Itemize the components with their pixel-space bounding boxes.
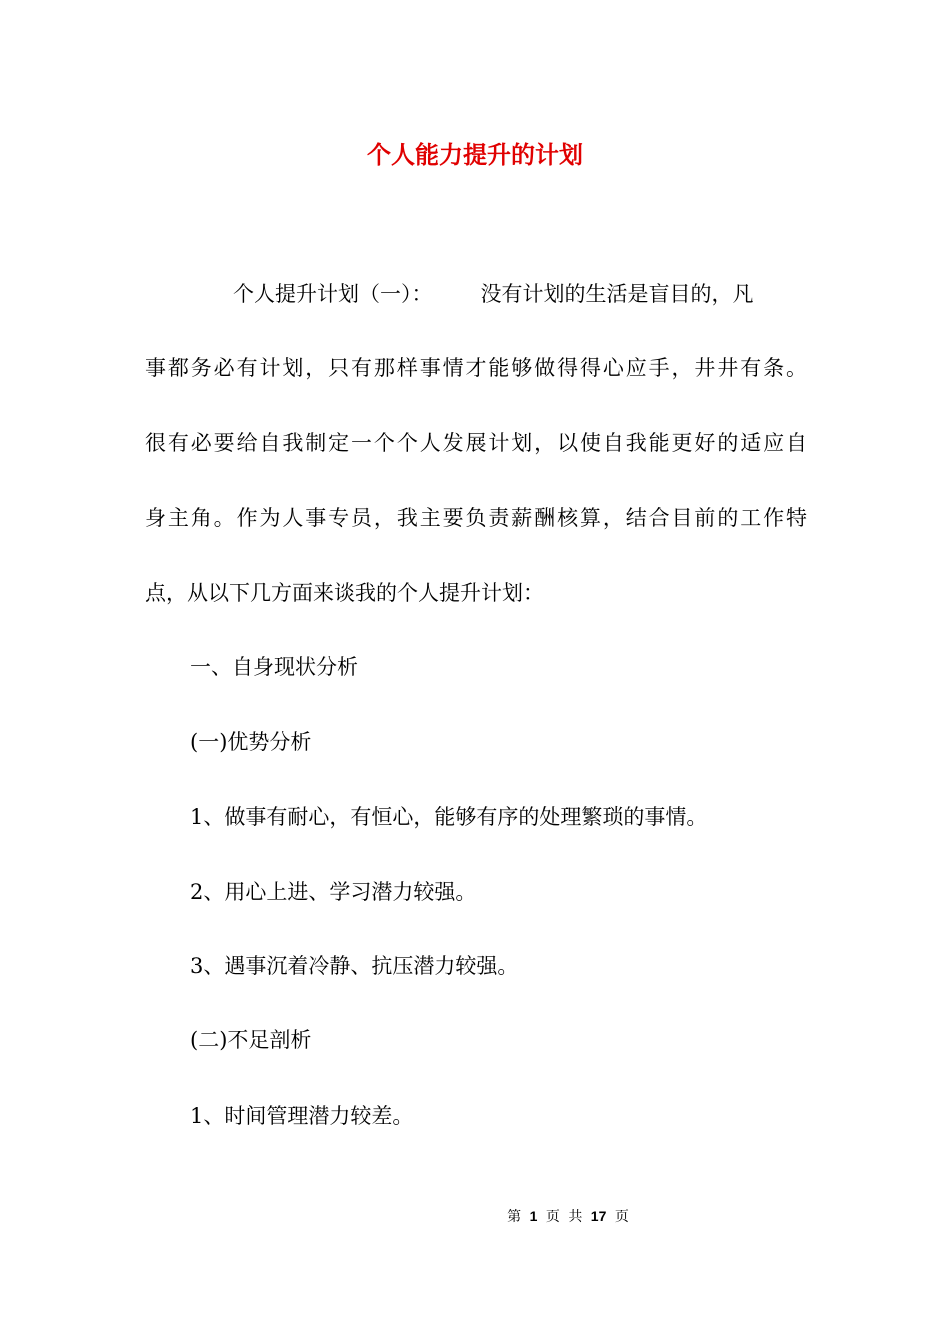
paragraph-line-3: 很有必要给自我制定一个个人发展计划，以使自我能更好的适应自 [145, 431, 807, 455]
page-total: 17 [590, 1208, 607, 1224]
paragraph-line-4: 身主角。作为人事专员，我主要负责薪酬核算，结合目前的工作特 [145, 506, 807, 530]
page-footer [0, 1206, 950, 1227]
list-item: 3、遇事沉着冷静、抗压潜力较强。 [190, 954, 519, 978]
footer-suffix: 页 [614, 1209, 629, 1225]
list-item: 2、用心上进、学习潜力较强。 [190, 880, 477, 904]
paragraph-line-5: 点，从以下几方面来谈我的个人提升计划： [145, 581, 544, 605]
footer-total-word: 共 [568, 1209, 583, 1225]
paragraph-line-2: 事都务必有计划，只有那样事情才能够做得得心应手，井井有条。 [145, 356, 807, 380]
subsection-heading-weaknesses: (二)不足剖析 [190, 1028, 312, 1052]
document-title: 个人能力提升的计划 [367, 140, 583, 169]
footer-page-word: 页 [545, 1209, 560, 1225]
page-number: 1 [529, 1208, 538, 1224]
plan-heading: 个人提升计划（一）： [233, 282, 433, 306]
paragraph-line-1 [145, 279, 754, 309]
section-heading: 一、自身现状分析 [190, 655, 358, 679]
subsection-heading-strengths: (一)优势分析 [190, 730, 312, 754]
list-item: 1、时间管理潜力较差。 [190, 1104, 414, 1128]
list-item: 1、做事有耐心，有恒心，能够有序的处理繁琐的事情。 [190, 805, 708, 829]
footer-prefix: 第 [507, 1209, 522, 1225]
paragraph-text: 没有计划的生活是盲目的，凡 [480, 282, 754, 306]
